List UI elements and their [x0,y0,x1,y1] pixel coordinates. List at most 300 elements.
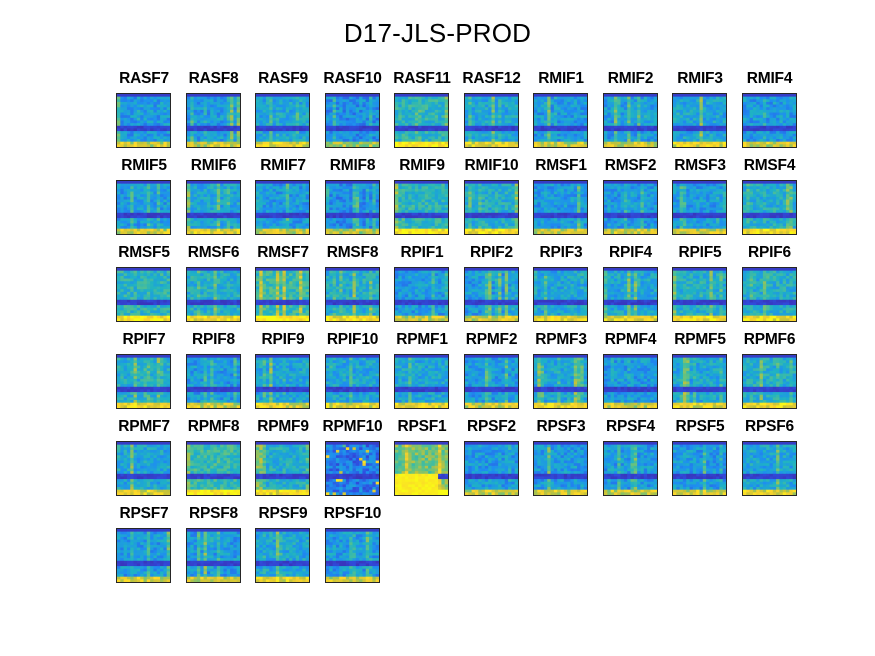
heatmap-cell [269,105,273,108]
heatmap-cell [564,126,568,129]
heatmap-cell [362,94,366,97]
heatmap-cell [127,107,131,110]
heatmap-cell [402,186,406,189]
heatmap-cell [408,231,412,234]
heatmap-cell [124,134,128,137]
heatmap-cell [302,197,306,200]
heatmap-cell [210,102,214,105]
heatmap-cell [643,126,647,129]
heatmap-cell [465,113,469,116]
heatmap-cell [653,134,656,137]
heatmap-cell [425,184,429,187]
heatmap-cell [779,142,783,145]
heatmap-cell [339,194,343,197]
heatmap-cell [570,142,574,145]
heatmap-cell [375,105,378,108]
heatmap-cell [279,121,283,124]
heatmap-cell [557,134,561,137]
heatmap-cell [134,102,138,105]
heatmap-cell [134,192,138,195]
heatmap-cell [445,186,448,189]
heatmap-cell [498,194,502,197]
heatmap-cell [650,121,654,124]
heatmap-cell [713,118,717,121]
heatmap-cell [428,139,432,142]
heatmap-cell [150,107,154,110]
heatmap-cell [769,102,773,105]
heatmap-cell [372,181,376,184]
heatmap-cell [445,194,448,197]
heatmap-cell [630,97,634,100]
heatmap-cell [776,142,780,145]
heatmap-cell [484,189,488,192]
heatmap-cell [124,221,128,224]
heatmap-cell [468,97,472,100]
heatmap-cell [776,123,780,126]
heatmap-cell [749,113,753,116]
heatmap-cell [206,226,210,229]
heatmap-cell [441,192,445,195]
heatmap-cell [610,136,614,139]
heatmap-cell [134,144,138,147]
heatmap-cell [220,97,224,100]
heatmap-cell [491,118,495,121]
heatmap-cell [326,99,330,102]
heatmap-cell [296,186,300,189]
heatmap-cell [339,231,343,234]
heatmap-cell [372,205,376,208]
heatmap-cell [782,99,786,102]
heatmap-cell [478,134,482,137]
heatmap-cell [302,128,306,131]
heatmap-cell [647,123,651,126]
heatmap-cell [468,105,472,108]
heatmap-cell [445,126,448,129]
heatmap-cell [120,105,124,108]
heatmap-cell [342,218,346,221]
heatmap-cell [259,123,263,126]
heatmap-cell [329,192,333,195]
heatmap-cell [474,102,478,105]
heatmap-cell [355,181,359,184]
heatmap-cell [206,142,210,145]
heatmap-cell [276,110,280,113]
heatmap-cell [514,102,517,105]
heatmap-cell [425,134,429,137]
heatmap-cell [160,210,164,213]
heatmap-cell [700,121,704,124]
heatmap-cell [220,102,224,105]
heatmap-cell [716,105,720,108]
heatmap-cell [259,97,263,100]
heatmap-cell [431,194,435,197]
heatmap-cell [296,102,300,105]
heatmap-cell [372,126,376,129]
heatmap-cell [345,142,349,145]
heatmap-cell [412,107,416,110]
heatmap-cell [418,208,422,211]
heatmap-cell [147,226,151,229]
heatmap-cell [709,128,713,131]
heatmap-cell [441,226,445,229]
heatmap-cell [359,99,363,102]
heatmap-cell [269,223,273,226]
heatmap-cell [504,94,508,97]
heatmap-cell [696,107,700,110]
heatmap-cell [335,194,339,197]
heatmap-cell [263,110,267,113]
heatmap-cell [511,107,515,110]
heatmap-cell [574,121,578,124]
heatmap-cell [213,197,217,200]
heatmap-cell [776,110,780,113]
heatmap-cell [435,113,439,116]
heatmap-cell [696,97,700,100]
heatmap-cell [196,202,200,205]
heatmap-cell [359,213,363,216]
heatmap-cell [352,221,356,224]
heatmap-cell [478,194,482,197]
heatmap-cell [746,134,750,137]
heatmap-cell [200,97,204,100]
heatmap-cell [786,94,790,97]
heatmap-cell [216,194,220,197]
heatmap-cell [792,131,795,134]
heatmap-cell [623,113,627,116]
heatmap-cell [607,144,611,147]
heatmap-cell [402,231,406,234]
heatmap-cell [299,202,303,205]
heatmap-cell [395,126,399,129]
heatmap-cell [481,136,485,139]
heatmap-cell [256,110,260,113]
heatmap-cell [402,215,406,218]
heatmap-cell [743,121,747,124]
heatmap-cell [302,139,306,142]
heatmap-cell [299,181,303,184]
heatmap-cell [296,94,300,97]
heatmap-cell [342,131,346,134]
heatmap-cell [633,123,637,126]
heatmap-cell [220,144,224,147]
heatmap-cell [160,194,164,197]
heatmap-cell [230,121,234,124]
heatmap-cell [200,126,204,129]
heatmap-cell [269,134,273,137]
heatmap-cell [501,110,505,113]
heatmap-cell [415,118,419,121]
heatmap-cell [613,136,617,139]
heatmap-cell [263,121,267,124]
heatmap-cell [140,136,144,139]
heatmap-cell [130,126,134,129]
heatmap-cell [375,121,378,124]
heatmap-cell [117,113,121,116]
heatmap-cell [365,184,369,187]
heatmap-cell [160,97,164,100]
heatmap-cell [478,189,482,192]
heatmap-cell [213,200,217,203]
heatmap-cell [584,139,587,142]
heatmap-cell [335,200,339,203]
heatmap-cell [196,102,200,105]
heatmap-cell [286,110,290,113]
heatmap-cell [359,231,363,234]
heatmap-cell [418,218,422,221]
heatmap-cell [187,186,191,189]
heatmap-cell [283,131,287,134]
heatmap-cell [435,208,439,211]
heatmap-cell [607,142,611,145]
heatmap-cell [438,134,442,137]
heatmap-cell [200,113,204,116]
heatmap-cell [412,223,416,226]
heatmap-cell [167,192,170,195]
heatmap-cell [256,121,260,124]
heatmap-cell [746,121,750,124]
heatmap-cell [640,123,644,126]
heatmap-cell [273,99,277,102]
heatmap-cell [279,105,283,108]
heatmap-cell [779,107,783,110]
heatmap-cell [345,118,349,121]
heatmap-cell [713,128,717,131]
heatmap-cell [292,181,296,184]
heatmap-cell [766,102,770,105]
heatmap-cell [762,105,766,108]
heatmap-cell [153,126,157,129]
heatmap-cell [789,131,793,134]
heatmap-cell [746,105,750,108]
heatmap-cell [481,94,485,97]
heatmap-cell [415,121,419,124]
heatmap-plot [186,93,241,148]
heatmap-cell [402,210,406,213]
heatmap-cell [193,139,197,142]
heatmap-cell [292,144,296,147]
heatmap-cell [690,115,694,118]
heatmap-cell [349,110,353,113]
heatmap-cell [484,126,488,129]
heatmap-cell [276,223,280,226]
heatmap-cell [233,215,237,218]
heatmap-cell [465,186,469,189]
heatmap-cell [339,202,343,205]
heatmap-cell [759,94,763,97]
heatmap-cell [415,97,419,100]
heatmap-cell [362,121,366,124]
heatmap-cell [441,205,445,208]
heatmap-cell [233,121,237,124]
heatmap-cell [415,107,419,110]
heatmap-cell [690,94,694,97]
heatmap-cell [329,226,333,229]
heatmap-cell [117,208,121,211]
heatmap-cell [683,107,687,110]
heatmap-cell [488,107,492,110]
heatmap-cell [627,123,631,126]
heatmap-cell [187,94,191,97]
heatmap-cell [233,202,237,205]
heatmap-cell [196,231,200,234]
heatmap-cell [256,94,260,97]
heatmap-cell [640,128,644,131]
heatmap-cell [441,194,445,197]
heatmap-cell [369,136,373,139]
heatmap-cell [647,134,651,137]
heatmap-cell [395,221,399,224]
heatmap-cell [369,94,373,97]
heatmap-cell [551,97,555,100]
heatmap-cell [577,134,581,137]
heatmap-cell [226,189,230,192]
heatmap-cell [302,97,306,100]
heatmap-cell [716,113,720,116]
heatmap-cell [769,121,773,124]
heatmap-cell [266,134,270,137]
heatmap-cell [786,131,790,134]
heatmap-cell [786,139,790,142]
heatmap-cell [223,128,227,131]
heatmap-cell [190,110,194,113]
heatmap-cell [120,110,124,113]
heatmap-cell [623,102,627,105]
heatmap-cell [762,136,766,139]
heatmap-cell [299,121,303,124]
heatmap-cell [163,123,167,126]
heatmap-cell [491,197,495,200]
heatmap-cell [779,134,783,137]
heatmap-cell [541,121,545,124]
heatmap-cell [633,142,637,145]
heatmap-cell [335,144,339,147]
heatmap-cell [362,115,366,118]
heatmap-cell [200,197,204,200]
heatmap-cell [474,94,478,97]
heatmap-cell [153,107,157,110]
heatmap-cell [511,128,515,131]
heatmap-cell [163,200,167,203]
heatmap-cell [299,208,303,211]
heatmap-svg [673,94,726,147]
heatmap-cell [342,134,346,137]
heatmap-cell [696,144,700,147]
heatmap-cell [746,115,750,118]
heatmap-cell [266,213,270,216]
heatmap-cell [488,115,492,118]
heatmap-cell [428,215,432,218]
heatmap-cell [335,142,339,145]
heatmap-cell [488,121,492,124]
heatmap-cell [792,134,795,137]
heatmap-cell [306,142,309,145]
heatmap-cell [332,102,336,105]
heatmap-cell [306,181,309,184]
heatmap-cell [157,215,161,218]
heatmap-cell [643,102,647,105]
heatmap-cell [756,115,760,118]
heatmap-cell [398,208,402,211]
heatmap-cell [144,213,148,216]
heatmap-cell [276,184,280,187]
heatmap-cell [749,128,753,131]
heatmap-cell [226,134,230,137]
heatmap-cell [488,194,492,197]
heatmap-cell [213,128,217,131]
heatmap-cell [213,144,217,147]
heatmap-cell [554,105,558,108]
heatmap-cell [210,94,214,97]
heatmap-cell [117,142,121,145]
heatmap-cell [501,136,505,139]
heatmap-cell [561,126,565,129]
heatmap-cell [269,142,273,145]
heatmap-cell [501,184,505,187]
heatmap-cell [236,218,239,221]
heatmap-cell [259,115,263,118]
heatmap-cell [716,110,720,113]
heatmap-cell [220,181,224,184]
heatmap-cell [332,231,336,234]
heatmap-cell [332,218,336,221]
heatmap-cell [564,128,568,131]
heatmap-cell [445,118,448,121]
heatmap-cell [604,94,608,97]
heatmap-cell [365,144,369,147]
heatmap-cell [643,118,647,121]
heatmap-cell [369,197,373,200]
heatmap-cell [196,118,200,121]
heatmap-cell [355,110,359,113]
heatmap-cell [160,231,164,234]
heatmap-cell [683,136,687,139]
heatmap-cell [140,210,144,213]
heatmap-cell [716,118,720,121]
heatmap-cell [577,115,581,118]
heatmap-cell [359,218,363,221]
heatmap-cell [163,128,167,131]
heatmap-cell [223,213,227,216]
heatmap-cell [474,99,478,102]
heatmap-cell [402,94,406,97]
figure-title: D17-JLS-PROD [343,18,532,48]
heatmap-cell [514,113,517,116]
heatmap-cell [653,110,656,113]
heatmap-cell [345,105,349,108]
heatmap-cell [140,197,144,200]
heatmap-cell [210,121,214,124]
heatmap-cell [514,189,517,192]
heatmap-cell [263,131,267,134]
heatmap-cell [196,218,200,221]
heatmap-cell [431,118,435,121]
heatmap-cell [256,123,260,126]
heatmap-cell [220,223,224,226]
heatmap-cell [541,128,545,131]
heatmap-cell [769,94,773,97]
heatmap-cell [134,210,138,213]
heatmap-cell [680,113,684,116]
heatmap-cell [723,102,726,105]
heatmap-cell [769,134,773,137]
heatmap-cell [713,97,717,100]
heatmap-cell [402,118,406,121]
heatmap-cell [683,121,687,124]
heatmap-cell [772,102,776,105]
heatmap-cell [153,105,157,108]
heatmap-cell [435,99,439,102]
heatmap-cell [468,94,472,97]
